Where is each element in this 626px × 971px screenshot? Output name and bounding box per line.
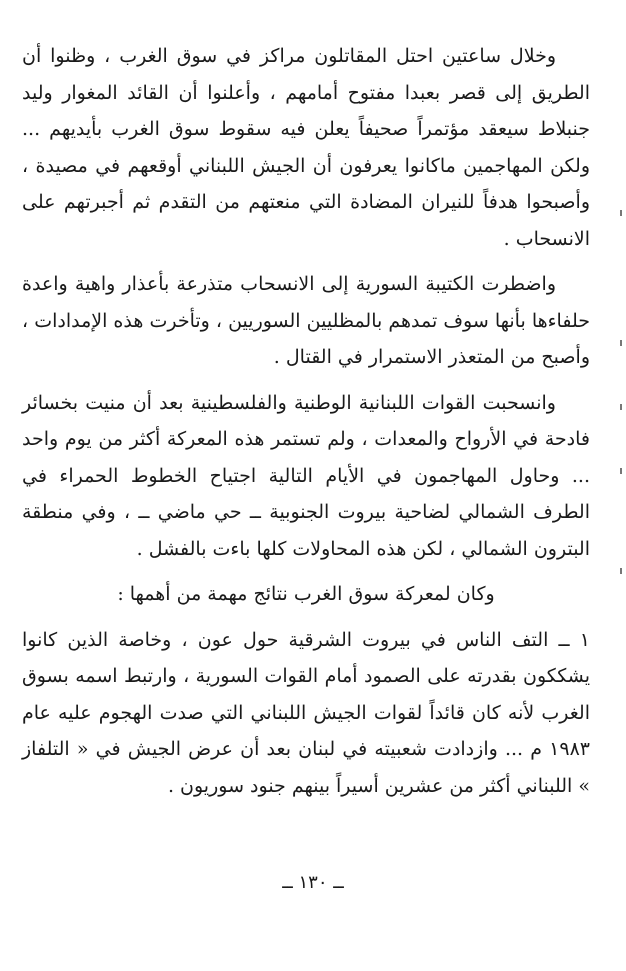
margin-mark: [620, 404, 622, 410]
margin-mark: [620, 340, 622, 346]
page-number: ــ ١٣٠ ــ: [282, 872, 344, 893]
margin-mark: [620, 468, 622, 474]
paragraph-5-list-item-1: ١ ــ التف الناس في بيروت الشرقية حول عون ، وخاصة الذين كانوا يشككون بقدرته على الصمود أمام القوات السورية ، وارتبط اسمه بسوق الغرب لأنه كان قائداً لقوات الجيش اللبناني التي صدت الهجوم عليه عام ١٩٨٣ م ... وازدادت شعبيته في لبنان بعد أن عرض الجيش في « التلفاز » اللبناني أكثر من عشرين أسيراً بينهم جنود سوريون .: [22, 628, 590, 797]
paragraph-2: واضطرت الكتيبة السورية إلى الانسحاب متذرعة بأعذار واهية واعدة حلفاءها بأنها سوف تمدهم بالمظليين السوريين ، وتأخرت هذه الإمدادات ، وأصبح من المتعذر الاستمرار في القتال .: [22, 273, 590, 368]
paragraph-1: وخلال ساعتين احتل المقاتلون مراكز في سوق الغرب ، وظنوا أن الطريق إلى قصر بعبدا مفتوح أمامهم ، وأعلنوا أن القائد المغوار وليد جنبلاط سيعقد مؤتمراً صحيفاً يعلن فيه سقوط سوق الغرب بأيديهم ... ولكن المهاجمين ماكانوا يعرفون أن الجيش اللبناني أوقعهم في مصيدة ، وأصبحوا هدفاً للنيران المضادة التي منعتهم من التقدم ثم أجبرتهم على الانسحاب .: [22, 45, 590, 250]
margin-mark: [620, 568, 622, 574]
document-page: [22, 38, 590, 804]
paragraph-3: وانسحبت القوات اللبنانية الوطنية والفلسطينية بعد أن منيت بخسائر فادحة في الأرواح والمعدات ، ولم تستمر هذه المعركة أكثر من يوم واحد ... وحاول المهاجمون في الأيام التالية اجتياح الخطوط الحمراء في الطرف الشمالي لضاحية بيروت الجنوبية ــ حي ماضي ــ ، وفي منطقة البترون الشمالي ، لكن هذه المحاولات كلها باءت بالفشل .: [22, 391, 590, 560]
margin-mark: [620, 210, 622, 216]
paragraph-4-list-intro: وكان لمعركة سوق الغرب نتائج مهمة من أهمها :: [117, 583, 495, 605]
